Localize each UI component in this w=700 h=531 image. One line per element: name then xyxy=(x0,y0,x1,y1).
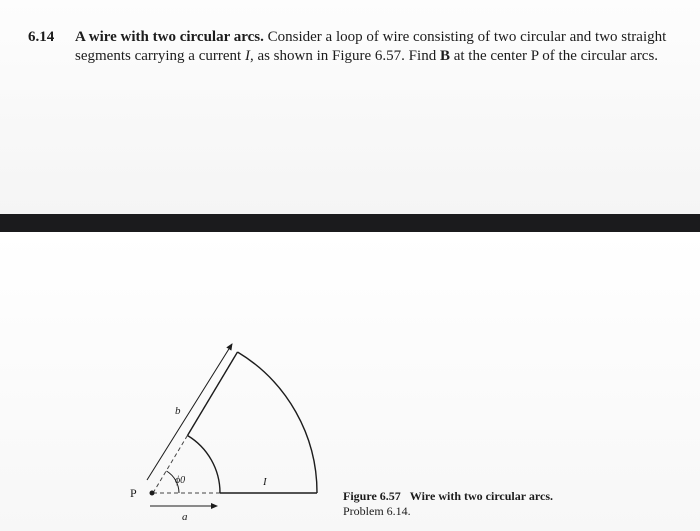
field-symbol: B xyxy=(439,48,450,64)
figure-page xyxy=(0,232,700,531)
inner-arc xyxy=(188,436,221,494)
problem-number: 6.14 xyxy=(28,29,55,45)
caption-title: Wire with two circular arcs. xyxy=(409,489,553,503)
problem-title: A wire with two circular arcs. xyxy=(75,29,264,45)
label-b: b xyxy=(175,405,181,417)
center-point xyxy=(150,491,155,496)
page-divider xyxy=(0,214,700,232)
problem-text-after-current: , as shown in Figure 6.57. Find xyxy=(249,48,437,64)
b-dimension-arrow xyxy=(147,344,232,480)
label-phi: ϕ0 xyxy=(175,475,186,486)
wire-figure xyxy=(120,340,340,520)
problem-page xyxy=(0,0,700,214)
label-a: a xyxy=(182,511,188,520)
slanted-straight-segment xyxy=(188,352,238,436)
problem-text-end: at the center P of the circular arcs. xyxy=(453,48,659,64)
point-label: P xyxy=(130,486,137,500)
problem-statement xyxy=(28,28,690,66)
caption-problem-ref: Problem 6.14. xyxy=(343,504,411,518)
current-symbol: I xyxy=(244,48,250,64)
problem-body xyxy=(75,28,690,66)
outer-arc xyxy=(238,352,318,493)
problem-text-before-current: Consider a loop of wire consisting of two circular and two straight segments carrying a current xyxy=(75,29,667,64)
figure-caption xyxy=(343,489,553,519)
caption-label: Figure 6.57 xyxy=(343,489,401,503)
label-current: I xyxy=(263,476,267,488)
